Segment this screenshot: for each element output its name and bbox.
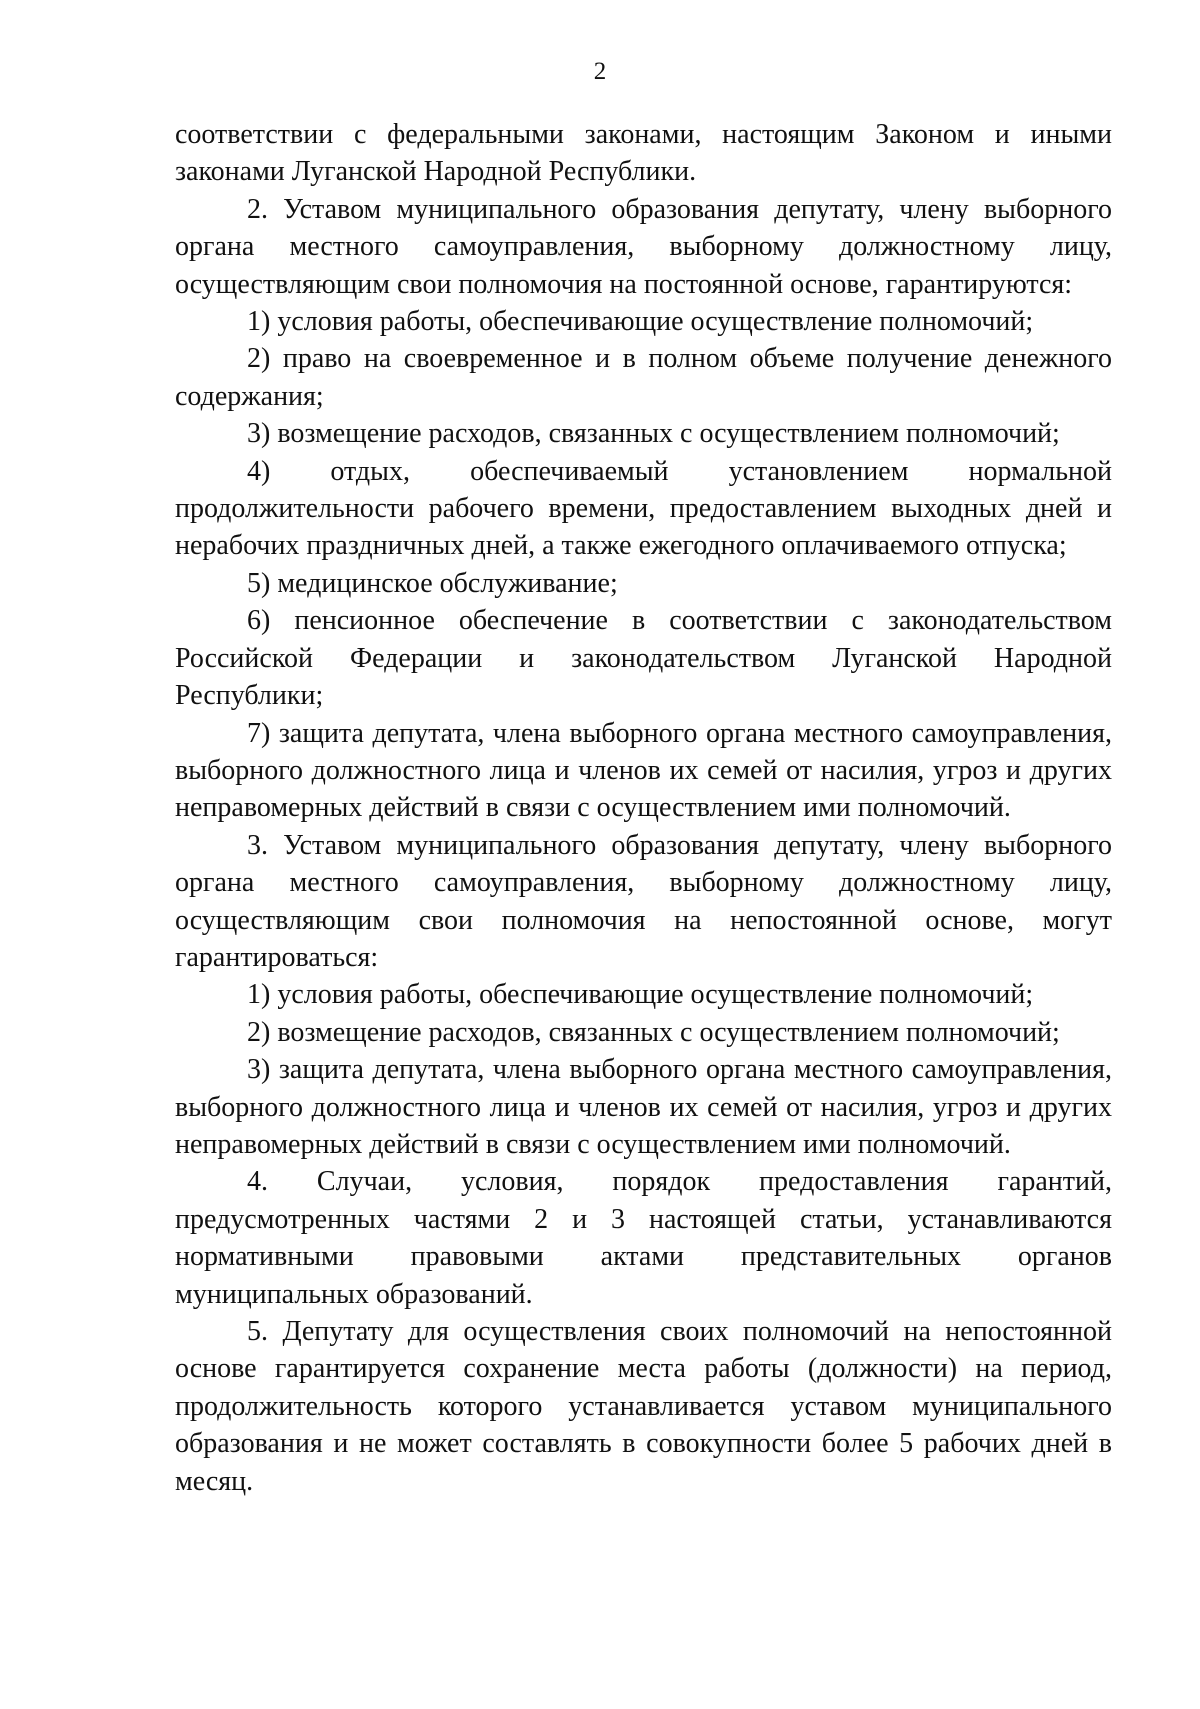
paragraph: 6) пенсионное обеспечение в соответствии с законодательством Российской Федерации и законодательством Луганской Народной Республики; [175,605,1112,712]
paragraph: 3. Уставом муниципального образования депутату, члену выборного органа местного самоуправления, выборному должностному лицу, осуществляющим свои полномочия на непостоянной основе, могут гарантироваться: [175,829,1112,973]
paragraph: 1) условия работы, обеспечивающие осуществление полномочий; [247,306,1034,338]
paragraph: 3) защита депутата, члена выборного органа местного самоуправления, выборного должностного лица и членов их семей от насилия, угроз и других неправомерных действий в связи с осуществлением ими полномочий. [175,1054,1112,1160]
paragraph: 5. Депутату для осуществления своих полномочий на непостоянной основе гарантируется сохранение места работы (должности) на период, продолжительность которого устанавливается уставом муниципального образования и не может составлять в совокупности более 5 рабочих дней в месяц. [175,1316,1112,1497]
page-number: 2 [593,58,607,85]
paragraph: 7) защита депутата, члена выборного органа местного самоуправления, выборного должностного лица и членов их семей от насилия, угроз и других неправомерных действий в связи с осуществлением ими полномочий. [175,717,1112,824]
paragraph: 2. Уставом муниципального образования депутату, члену выборного органа местного самоуправления, выборному должностному лицу, осуществляющим свои полномочия на постоянной основе, гарантируются: [175,193,1112,300]
paragraph: 2) возмещение расходов, связанных с осуществлением полномочий; [247,1016,1060,1048]
paragraph: 2) право на своевременное и в полном объеме получение денежного содержания; [175,343,1112,412]
paragraph: 5) медицинское обслуживание; [247,567,618,599]
paragraph: соответствии с федеральными законами, настоящим Законом и иными законами Луганской Народной Республики. [175,119,1112,188]
paragraph: 4) отдых, обеспечиваемый установлением нормальной продолжительности рабочего времени, предоставлением выходных дней и нерабочих праздничных дней, а также ежегодного оплачиваемого отпуска; [175,455,1112,562]
document-body [175,116,1112,1500]
paragraph: 4. Случаи, условия, порядок предоставления гарантий, предусмотренных частями 2 и 3 настоящей статьи, устанавливаются нормативными правовыми актами представительных органов муниципальных образований. [175,1166,1112,1310]
paragraph: 1) условия работы, обеспечивающие осуществление полномочий; [247,979,1034,1011]
paragraph: 3) возмещение расходов, связанных с осуществлением полномочий; [247,418,1060,450]
